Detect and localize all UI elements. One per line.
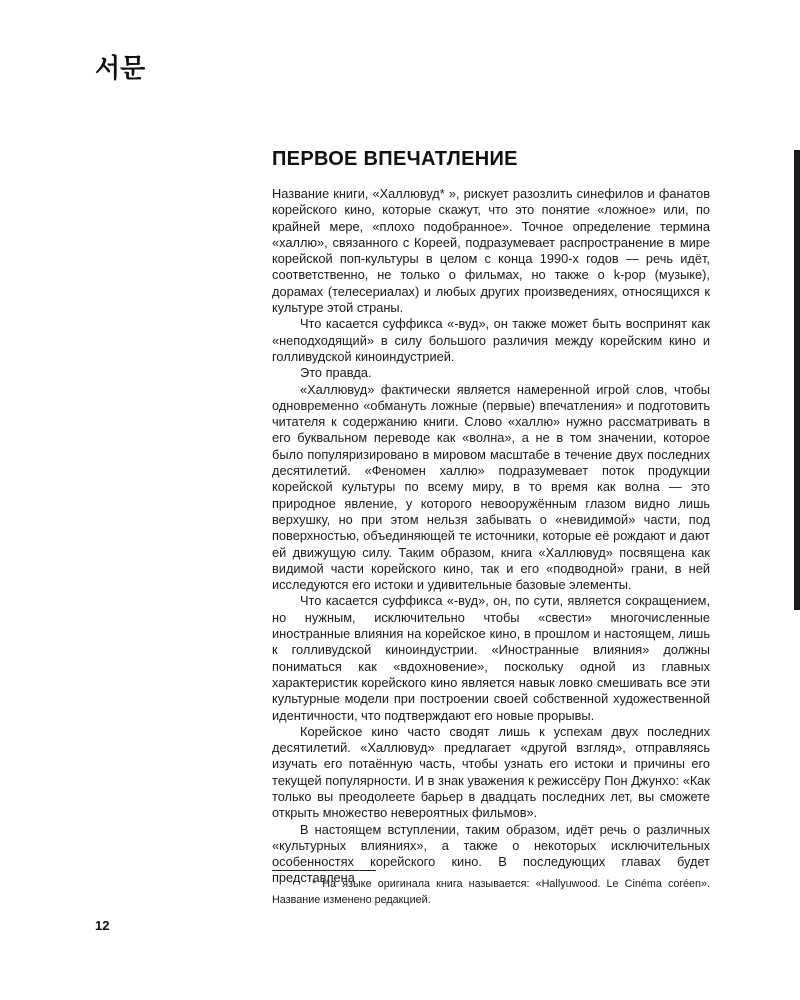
paragraph: Это правда.: [300, 365, 372, 381]
paragraph: В настоящем вступлении, таким образом, идёт речь о различных «культурных влияниях», а также о некоторых исключительных особенностях корейского кино. В последующих главах будет представлена: [272, 821, 710, 886]
page-edge-bar: [794, 150, 800, 610]
section-title: ПЕРВОЕ ВПЕЧАТЛЕНИЕ: [272, 148, 518, 170]
body-text: [272, 186, 710, 887]
footnote-rule: [272, 870, 376, 871]
paragraph: Что касается суффикса «-вуд», он также может быть воспринят как «неподходящий» в силу большого различия между корейским кино и голливудской киноиндустрией.: [272, 316, 710, 364]
chapter-mark: 서문: [95, 54, 146, 84]
paragraph: Название книги, «Халлювуд* », рискует разозлить синефилов и фанатов корейского кино, которые скажут, что это понятие «ложное» или, по крайней мере, «плохо подобранное». Точное определение термина «халлю», связанного с Кореей, подразумевает распространение в мире корейской поп-культуры в целом с конца 1990-х годов — речь идёт, соответственно, не только о фильмах, но также о k-pop (музыке), дорамах (телесериалах) и любых других произведениях, относящихся к культуре этой страны.: [272, 186, 710, 316]
paragraph: «Халлювуд» фактически является намеренной игрой слов, чтобы одновременно «обмануть ложные (первые) впечатления» и подготовить читателя к содержанию книги. Слово «халлю» нужно рассматривать в его буквальном переводе как «волна», а не в том значении, которое было популяризировано в мировом масштабе в течение двух последних десятилетий. «Феномен халлю» подразумевает поток продукции корейской культуры по всему миру, в то время как волна — это природное явление, у которого невооружённым глазом видно лишь верхушку, но при этом нельзя забывать о «невидимой» части, под поверхностью, объединяющей те источники, которые её рождают и дают ей движущую силу. Таким образом, книга «Халлювуд» посвящена как видимой части корейского кино, так и его «подводной» грани, в ней исследуются его истоки и удивительные базовые элементы.: [272, 381, 710, 593]
paragraph: Корейское кино часто сводят лишь к успехам двух последних десятилетий. «Халлювуд» предлагает «другой взгляд», отправляясь изучать его потаённую часть, чтобы узнать его истоки и причины его текущей популярности. И в знак уважения к режиссёру Пон Джунхо: «Как только вы преодолеете барьер в двадцать последних лет, вы сможете открыть множество невероятных фильмов».: [272, 723, 710, 821]
page-number: 12: [95, 918, 110, 933]
paragraph: Что касается суффикса «-вуд», он, по сути, является сокращением, но нужным, исключительно чтобы «свести» многочисленные иностранные влияния на корейское кино, в прошлом и настоящем, лишь к голливудской киноиндустрии. «Иностранные влияния» должны пониматься как «вдохновение», поскольку одной из главных характеристик корейского кино является навык ловко смешивать все эти культурные модели при построении своей собственной художественной идентичности, что подтверждают его новые прорывы.: [272, 593, 710, 723]
footnote: * На языке оригинала книга называется: «Hallyuwood. Le Cinéma coréen». Название изменено редакцией.: [272, 878, 710, 906]
